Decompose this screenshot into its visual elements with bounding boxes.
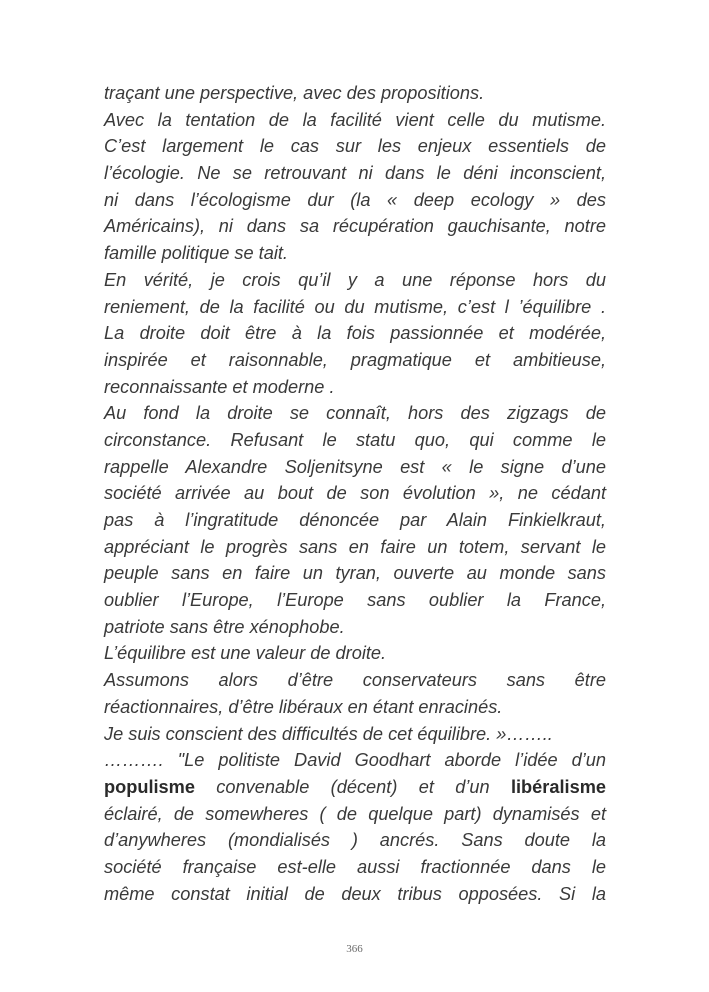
text-line: famille politique se tait. [104, 243, 288, 264]
text-line: patriote sans être xénophobe. [104, 616, 345, 637]
bold-term-populisme: populisme [104, 776, 195, 797]
text-line: Américains), ni dans sa récupération gauchisante, notre [104, 216, 606, 237]
text-line: reconnaissante et moderne . [104, 376, 335, 397]
text-line: pas à l’ingratitude dénoncée par Alain Finkielkraut, [104, 510, 606, 530]
text-line: circonstance. Refusant le statu quo, qui comme le [104, 429, 606, 450]
text-line: société arrivée au bout de son évolution », ne cédant [104, 483, 606, 504]
text-line: réactionnaires, d’être libéraux en étant enracinés. [104, 696, 503, 717]
text-line: appréciant le progrès sans en faire un totem, servant le [104, 536, 606, 557]
text-line: La droite doit être à la fois passionnée et modérée, [104, 323, 606, 344]
page-number: 366 [346, 943, 363, 955]
bold-line-middle: convenable (décent) et d’un [194, 776, 511, 797]
text-line: éclairé, de somewheres ( de quelque part) dynamisés et [104, 803, 606, 824]
text-line: d’anywheres (mondialisés ) ancrés. Sans doute la [104, 830, 606, 851]
text-line: l’écologie. Ne se retrouvant ni dans le déni inconscient, [104, 163, 606, 184]
text-line: Avec la tentation de la facilité vient celle du mutisme. [104, 109, 606, 130]
text-line: traçant une perspective, avec des propositions. [104, 83, 485, 103]
text-line: L’équilibre est une valeur de droite. [104, 643, 387, 664]
text-line: peuple sans en faire un tyran, ouverte au monde sans [104, 563, 606, 584]
bold-term-liberalisme: libéralisme [510, 776, 606, 797]
text-line: même constat initial de deux tribus opposées. Si la [104, 883, 606, 904]
text-line: oublier l’Europe, l’Europe sans oublier la France, [104, 590, 606, 611]
text-line: En vérité, je crois qu’il y a une réponse hors du [104, 269, 606, 290]
text-line: C’est largement le cas sur les enjeux essentiels de [104, 136, 606, 157]
text-line-bold-terms [104, 774, 606, 801]
text-line: Au fond la droite se connaît, hors des zigzags de [104, 403, 606, 424]
text-line: Assumons alors d’être conservateurs sans être [104, 670, 606, 691]
text-line: rappelle Alexandre Soljenitsyne est « le signe d’une [104, 456, 606, 477]
text-line: Je suis conscient des difficultés de cet équilibre. »…….. [104, 723, 553, 744]
text-line: ni dans l’écologisme dur (la « deep ecology » des [104, 189, 606, 210]
text-line: inspirée et raisonnable, pragmatique et ambitieuse, [104, 349, 606, 370]
text-line: ………. "Le politiste David Goodhart aborde l’idée d’un [104, 750, 606, 771]
text-line: société française est-elle aussi fractionnée dans le [104, 856, 606, 877]
text-line: reniement, de la facilité ou du mutisme, c’est l ’équilibre . [104, 296, 606, 317]
body-text [104, 80, 606, 907]
